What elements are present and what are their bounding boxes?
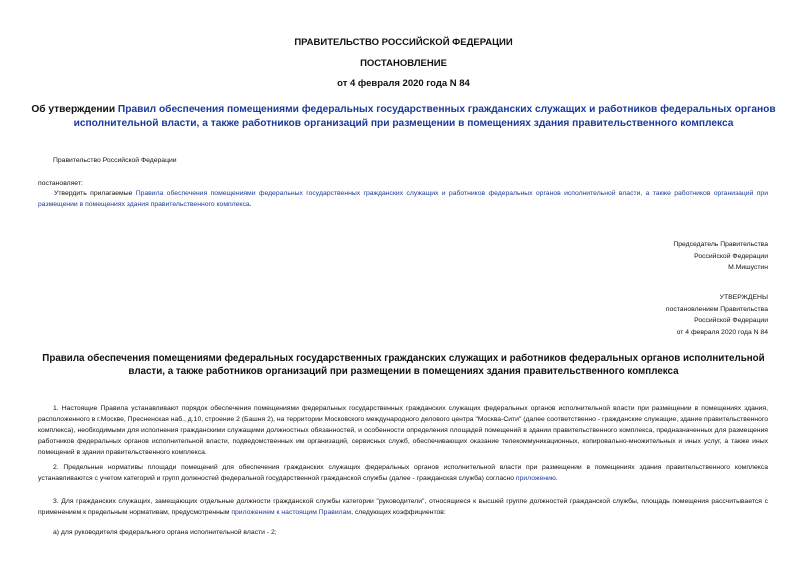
title-rules-link[interactable]: Правил обеспечения помещениями федеральных государственных гражданских служащих и работников федеральных органов исполнительной власти, а также работников организаций при размещении в помещениях здания правительственного комплекса xyxy=(73,104,776,129)
approved-by: постановлением Правительства xyxy=(665,305,768,313)
approve-prefix: Утвердить прилагаемые xyxy=(54,190,136,197)
document-date-number: от 4 февраля 2020 года N 84 xyxy=(337,78,470,89)
paragraph-3-text: 3. Для гражданских служащих, замещающих отдельные должности гражданской службы категории "руководители", относящиеся к высшей группе должностей гражданской службы, площадь помещения рассчитывается с применением к предельным нормативам, предусмотренным xyxy=(38,498,768,516)
government-header: ПРАВИТЕЛЬСТВО РОССИЙСКОЙ ФЕДЕРАЦИИ xyxy=(294,37,513,48)
approve-rules-link[interactable]: Правила обеспечения помещениями федеральных государственных гражданских служащих и работников федеральных органов исполнительной власти, а также работников организаций при размещении в помещениях здания правительственного комплекса xyxy=(38,190,768,208)
title-prefix: Об утверждении xyxy=(31,104,118,115)
paragraph-2-text: 2. Предельные нормативы площади помещений для обеспечения гражданских служащих федеральных органов исполнительной власти при размещении в помещениях здания правительственного комплекса устанавливаются с учетом категорий и групп должностей федеральной государственной гражданской службы (далее - гражданская служба) согласно xyxy=(38,464,768,482)
rules-title: Правила обеспечения помещениями федеральных государственных гражданских служащих и работников федеральных органов исполнительной власти, а также работников организаций при размещении в помещениях здания правительственного комплекса xyxy=(42,353,765,377)
approve-paragraph xyxy=(38,188,768,210)
paragraph-1: 1. Настоящие Правила устанавливают порядок обеспечения помещениями федеральных государственных гражданских служащих федеральных органов исполнительной власти при размещении в помещениях здания, расположенного в г.Москве, Пресненская наб., д.10, строение 2 (Башня 2), на территории Московского международного делового центра "Москва-Сити" (далее соответственно - гражданские служащие, здание правительственного комплекса), необходимыми для исполнения гражданскими служащими должностных обязанностей, и особенности определения площадей помещений в здании правительственного комплекса, предназначенных для размещения работников федеральных органов исполнительной власти, подведомственных им организаций, сервисных служб, обеспечивающих оказание телекоммуникационных, копировально-множительных и иных услуг, а также иных помещений в здании правительственного комплекса. xyxy=(38,405,768,456)
signature-block xyxy=(568,239,768,274)
paragraph-2 xyxy=(38,462,768,484)
paragraph-3a: а) для руководителя федерального органа исполнительной власти - 2; xyxy=(53,529,277,536)
paragraph-3-end: , следующих коэффициентов: xyxy=(351,509,446,516)
approved-country: Российской Федерации xyxy=(694,317,768,324)
paragraph-3 xyxy=(38,496,768,518)
signature-name: М.Мишустин xyxy=(728,264,768,271)
signature-position: Председатель Правительства xyxy=(673,241,768,248)
preamble-decrees: постановляет: xyxy=(38,180,83,187)
signature-country: Российской Федерации xyxy=(694,252,768,260)
appendix-link[interactable]: приложению xyxy=(515,475,556,482)
approved-block xyxy=(568,292,768,338)
approved-date: от 4 февраля 2020 года N 84 xyxy=(676,328,768,336)
document-type: ПОСТАНОВЛЕНИЕ xyxy=(360,58,447,69)
approve-suffix: . xyxy=(249,201,252,208)
document-title xyxy=(30,103,777,131)
appendix-rules-link[interactable]: приложением к настоящим Правилам xyxy=(231,509,352,516)
preamble-government: Правительство Российской Федерации xyxy=(53,157,177,164)
approved-label: УТВЕРЖДЕНЫ xyxy=(719,294,768,301)
paragraph-2-end: . xyxy=(555,475,558,482)
